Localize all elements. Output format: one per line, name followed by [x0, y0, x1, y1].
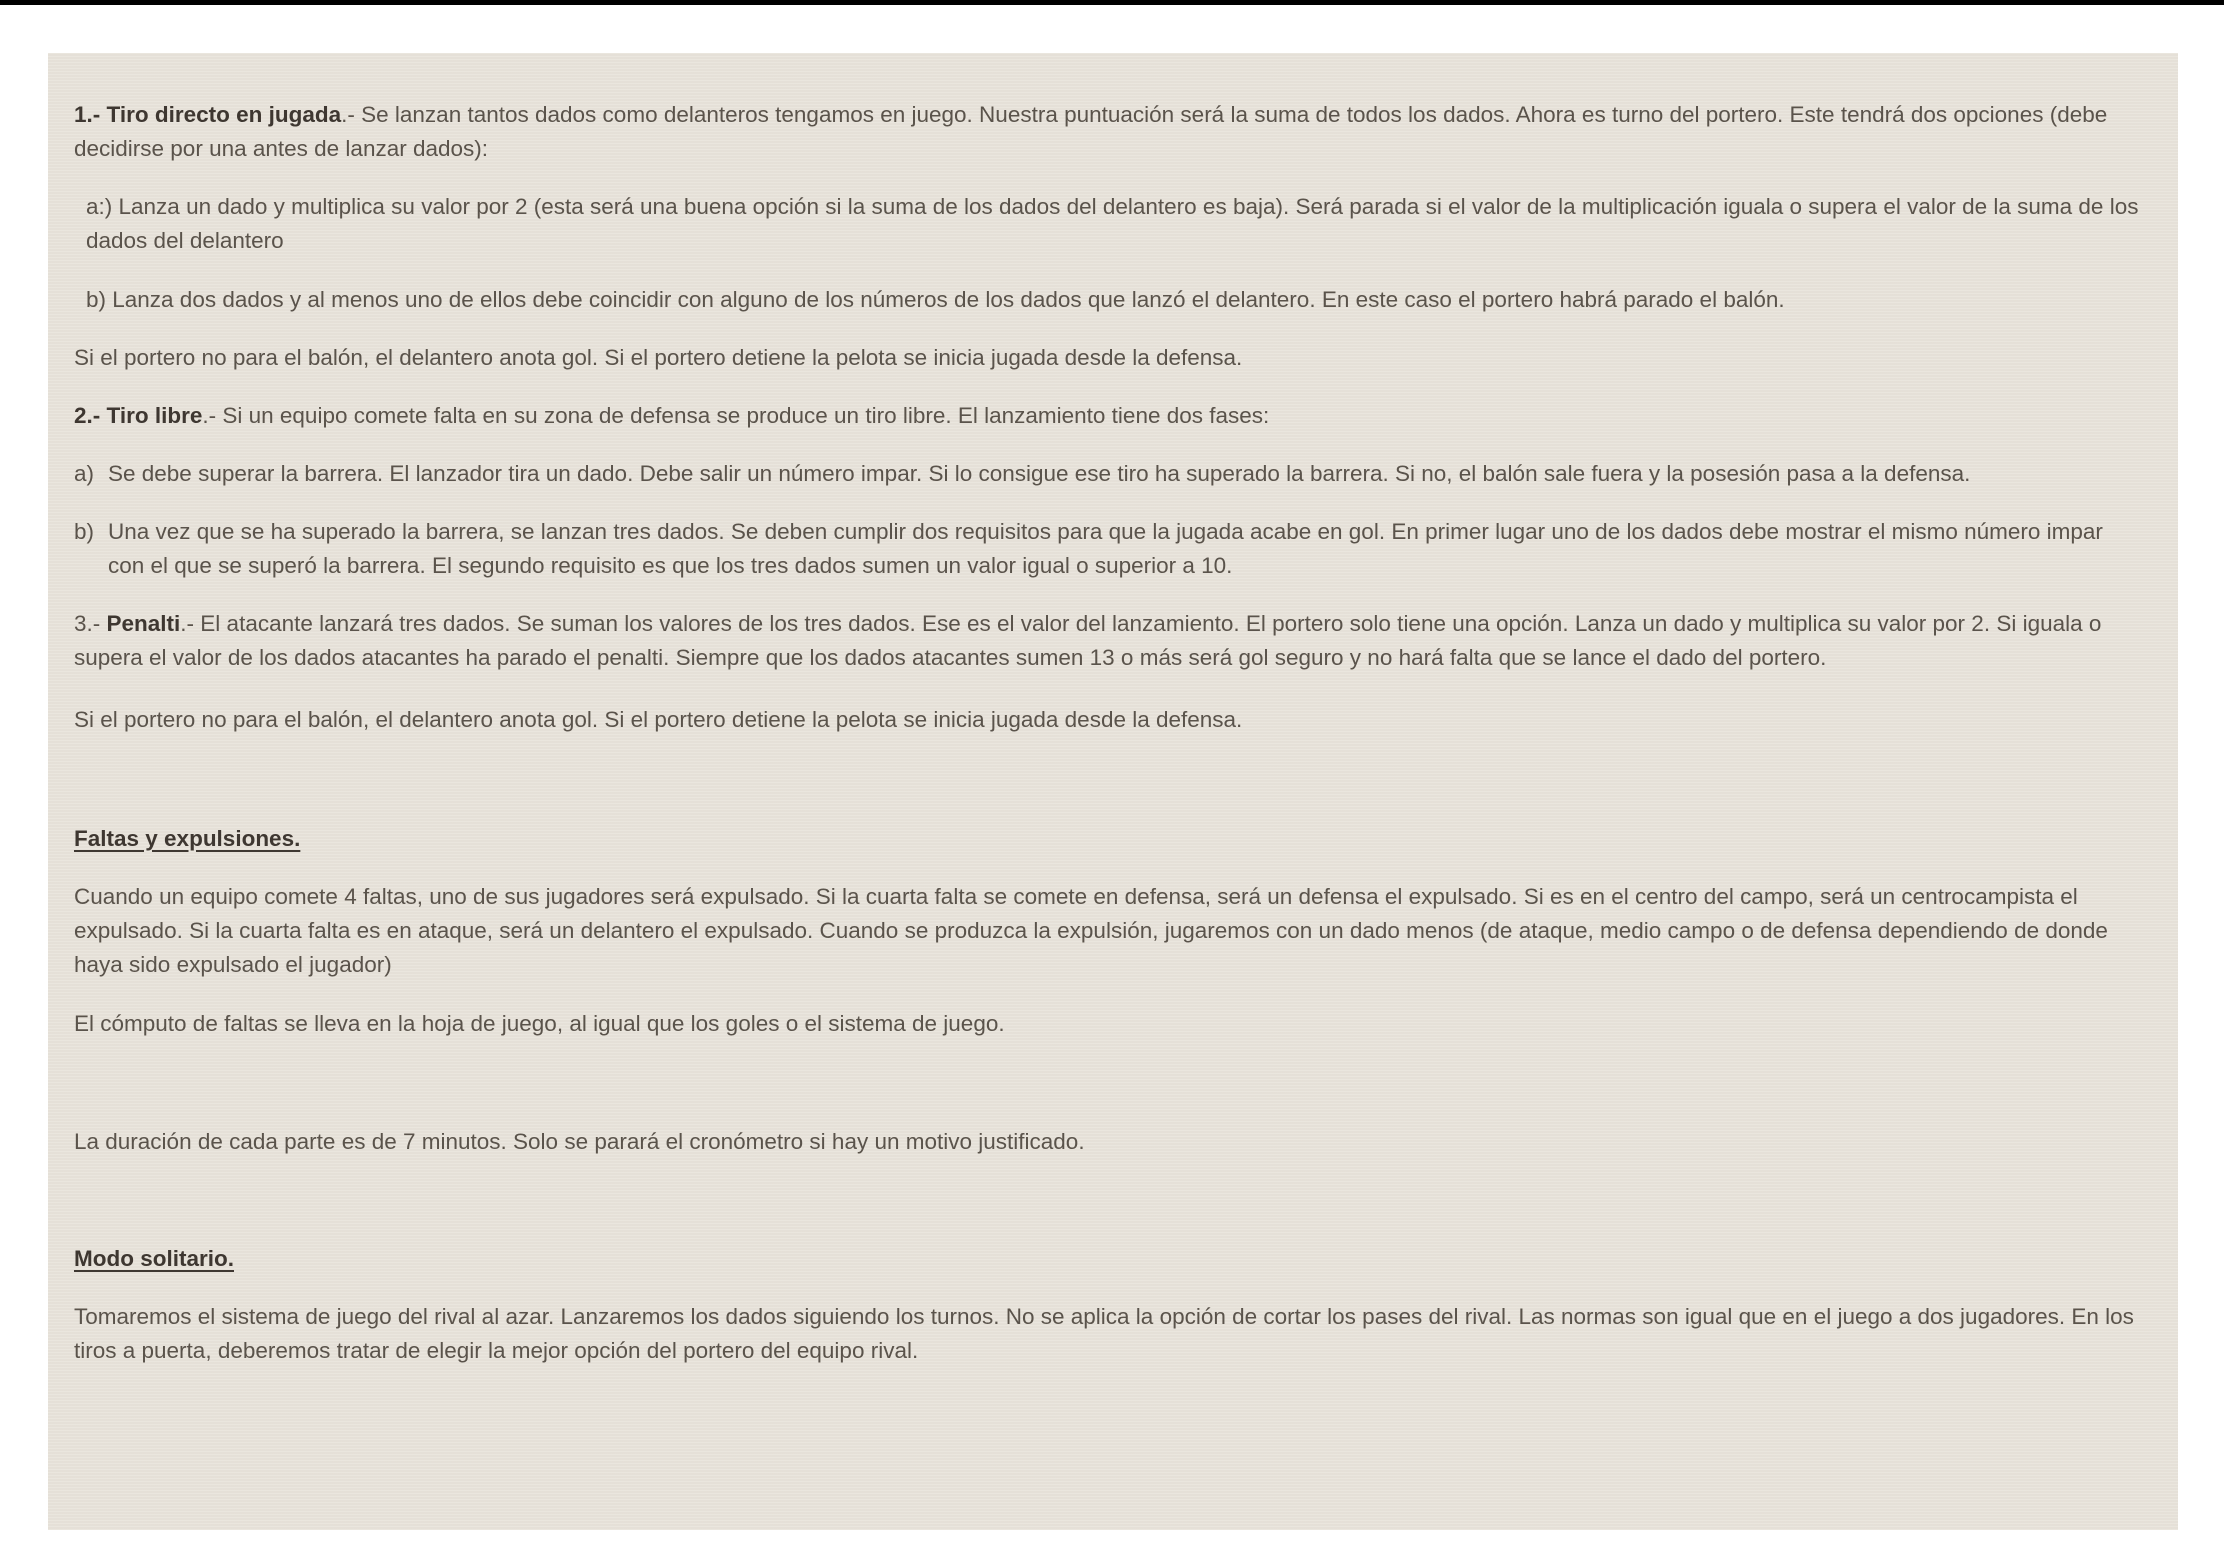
- direct-shot-option-b: b) Lanza dos dados y al menos uno de ellos debe coincidir con alguno de los números de los dados que lanzó el delantero. En este caso el portero habrá parado el balón.: [86, 287, 1785, 312]
- penalty-title: Penalti: [106, 611, 181, 636]
- free-kick-text: .- Si un equipo comete falta en su zona de defensa se produce un tiro libre. El lanzamiento tiene dos fases:: [202, 403, 1270, 428]
- rules-page: [48, 53, 2178, 1530]
- fouls-tracking: El cómputo de faltas se lleva en la hoja de juego, al igual que los goles o el sistema de juego.: [74, 1011, 1005, 1036]
- step-a-text: Se debe superar la barrera. El lanzador tira un dado. Debe salir un número impar. Si lo consigue ese tiro ha superado la barrera. Si no, el balón sale fuera y la posesión pasa a la defensa.: [108, 461, 1971, 486]
- duration-text: La duración de cada parte es de 7 minutos. Solo se parará el cronómetro si hay un motivo justificado.: [74, 1129, 1085, 1154]
- solo-heading: Modo solitario.: [74, 1246, 234, 1271]
- direct-shot-text: .- Se lanzan tantos dados como delanteros tengamos en juego. Nuestra puntuación será la suma de todos los dados. Ahora es turno del portero. Este tendrá dos opciones (debe decidirse por una antes de lanzar dados):: [74, 102, 2108, 161]
- penalty-paragraph: [74, 607, 2154, 675]
- direct-shot-title: 1.- Tiro directo en jugada: [74, 102, 342, 127]
- step-a-marker: a): [74, 461, 95, 486]
- direct-shot-option-a: a:) Lanza un dado y multiplica su valor por 2 (esta será una buena opción si la suma de los dados del delantero es baja). Será parada si el valor de la multiplicación iguala o supera el valor de la suma de los dados del delantero: [86, 194, 2139, 253]
- penalty-text: .- El atacante lanzará tres dados. Se suman los valores de los tres dados. Ese es el valor del lanzamiento. El portero solo tiene una opción. Lanza un dado y multiplica su valor por 2. Si iguala o supera el valor de los dados atacantes ha parado el penalti. Siempre que los dados atacantes sumen 13 o más será gol seguro y no hará falta que se lance el dado del portero.: [74, 611, 2102, 670]
- penalty-outcome: Si el portero no para el balón, el delantero anota gol. Si el portero detiene la pelota se inicia jugada desde la defensa.: [74, 707, 1243, 732]
- fouls-text: Cuando un equipo comete 4 faltas, uno de sus jugadores será expulsado. Si la cuarta falta se comete en defensa, será un defensa el expulsado. Si es en el centro del campo, será un centrocampista el expulsado. Si la cuarta falta es en ataque, será un delantero el expulsado. Cuando se produzca la expulsión, jugaremos con un dado menos (de ataque, medio campo o de defensa dependiendo de donde haya sido expulsado el jugador): [74, 884, 2108, 977]
- free-kick-step-a: [74, 457, 2154, 491]
- direct-shot-outcome: Si el portero no para el balón, el delantero anota gol. Si el portero detiene la pelota se inicia jugada desde la defensa.: [74, 345, 1243, 370]
- step-b-text: Una vez que se ha superado la barrera, se lanzan tres dados. Se deben cumplir dos requisitos para que la jugada acabe en gol. En primer lugar uno de los dados debe mostrar el mismo número impar con el que se superó la barrera. El segundo requisito es que los tres dados sumen un valor igual o superior a 10.: [108, 519, 2103, 578]
- fouls-heading: Faltas y expulsiones.: [74, 826, 301, 851]
- solo-text: Tomaremos el sistema de juego del rival al azar. Lanzaremos los dados siguiendo los turnos. No se aplica la opción de cortar los pases del rival. Las normas son igual que en el juego a dos jugadores. En los tiros a puerta, deberemos tratar de elegir la mejor opción del portero del equipo rival.: [74, 1304, 2134, 1363]
- step-b-marker: b): [74, 519, 95, 544]
- top-rule: [0, 0, 2224, 5]
- free-kick-paragraph: [74, 399, 2154, 433]
- direct-shot-paragraph: [74, 98, 2134, 166]
- free-kick-title: 2.- Tiro libre: [74, 403, 203, 428]
- free-kick-step-b: [74, 515, 2138, 583]
- penalty-prefix: 3.-: [74, 611, 107, 636]
